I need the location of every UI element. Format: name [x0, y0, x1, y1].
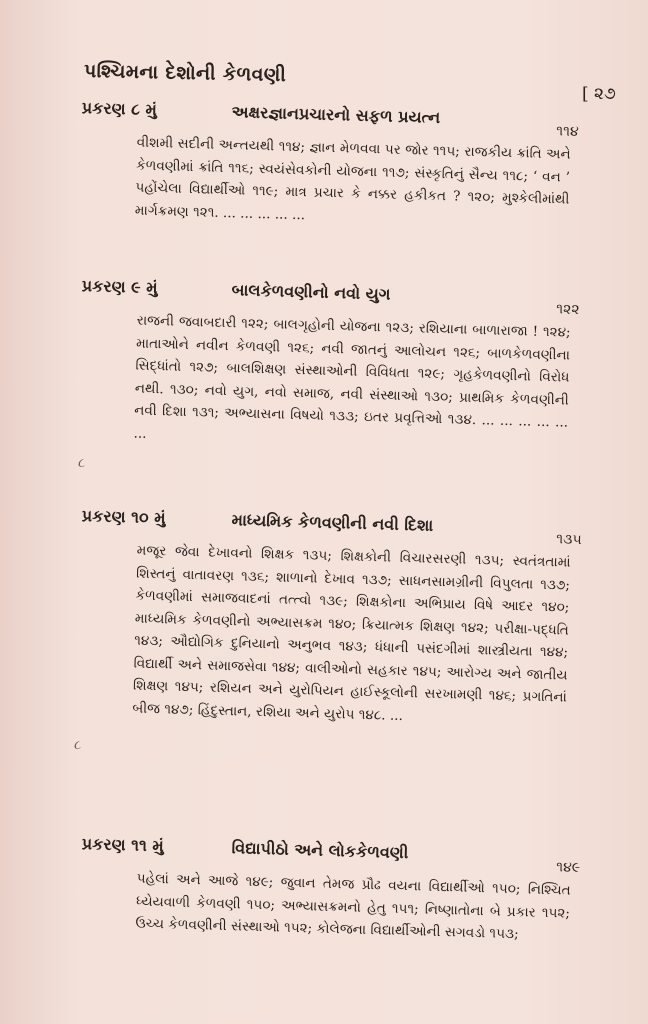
chapter-topics: પહેલાં અને આજે ૧૪૯; જુવાન તેમજ પ્રૌઢ વયના વિદ્યાર્થીઓ ૧૫૦; નિશ્ચિત ધ્યેયવાળી કેળવણી ૧૫૦; અભ્યાસક્રમનો હેતુ ૧૫૧; નિષ્ણાતોના બે પ્રકાર ૧૫૨; ઉચ્ચ કેળવણીની સંસ્થાઓ ૧૫૨; કોલેજના વિદ્યાર્થીઓની સગવડો ૧૫૩;: [135, 870, 571, 943]
chapter-title: વિદ્યાપીઠો અને લોકકેળવણી: [231, 838, 409, 863]
chapter-topics: મજૂર જેવા દેખાવનો શિક્ષક ૧૩૫; શિક્ષકોની વિચારસરણી ૧૩૫; સ્વતંત્રતામાં શિસ્તનું વાતાવરણ ૧૩૬; શાળાનો દેખાવ ૧૩૭; સાધનસામગ્રીની વિપુલતા ૧૩૭; કેળવણીમાં સમાજવાદનાં તત્ત્વો ૧૩૯; શિક્ષકોના અભિપ્રાય વિષે આદર ૧૪૦; માધ્યમિક કેળવણીનો અભ્યાસક્રમ ૧૪૦; ક્રિયાત્મક શિક્ષણ ૧૪૨; પરીક્ષા-પદ્ધતિ ૧૪૩; ઔદ્યોગિક દુનિયાનો અનુભવ ૧૪૩; ધંધાની પસંદગીમાં શાસ્ત્રીયતા ૧૪૪; વિદ્યાર્થી અને સમાજસેવા ૧૪૪; વાલીઓનો સહકાર ૧૪૫; આરોગ્ય અને જાતીય શિક્ષણ ૧૪૫; રશિયન અને યુરોપિયન હાઈસ્કૂલોની સરખામણી ૧૪૬; પ્રગતિનાં બીજ ૧૪૭; હિંદુસ્તાન, રશિયા અને યુરોપ ૧૪૮. ...: [132, 542, 571, 724]
chapter-number: પ્રકરણ ૮ મું: [81, 98, 158, 120]
chapter-title: અક્ષરજ્ઞાનપ્રચારનો સફળ પ્રયત્ન: [231, 102, 441, 128]
chapter-number: પ્રકરણ ૧૧ મું: [81, 834, 164, 856]
chapter-entry: [79, 98, 579, 234]
page-number: [ ૨૭: [582, 84, 616, 104]
margin-pencil-mark: ૮: [74, 738, 82, 753]
running-title: પશ્ચિમના દેશોની કેળવણી: [83, 59, 287, 87]
chapter-title: બાલકેળવણીનો નવો યુગ: [231, 280, 391, 304]
chapter-entry: [77, 276, 580, 457]
chapter-number: પ્રકરણ ૯ મું: [81, 276, 158, 298]
chapter-page-ref: ૧૩૫: [556, 531, 582, 548]
chapter-topics: વીશમી સદીની અન્તયથી ૧૧૪; જ્ઞાન મેળવવા પર જોર ૧૧૫; રાજકીય ક્રાંતિ અને કેળવણીમાં ક્રાંતિ ૧૧૬; સ્વયંસેવકોની યોજના ૧૧૭; સંસ્કૃતિનું સૈન્ય ૧૧૮; ‘ વન ’ પહોંચેલા વિદ્યાર્થીઓ ૧૧૯; માત્ર પ્રચાર કે નક્કર હકીકત ? ૧૨૦; મુશ્કેલીમાંથી માર્ગક્રમણ ૧૨૧. ... ... ... ... ...: [134, 134, 571, 223]
chapter-number: પ્રકરણ ૧૦ મું: [81, 506, 166, 528]
chapter-page-ref: ૧૧૪: [556, 123, 579, 140]
chapter-entry: [79, 834, 581, 947]
chapter-page-ref: ૧૪૯: [556, 859, 581, 876]
margin-pencil-mark: ૮: [78, 456, 86, 471]
chapter-title: માધ્યમિક કેળવણીની નવી દિશા: [231, 510, 434, 535]
chapter-topics: રાજની જવાબદારી ૧૨૨; બાલગૃહોની યોજના ૧૨૩; રશિયાના બાળારાજા ! ૧૨૪; માતાઓને નવીન કેળવણી ૧૨૬; નવી જાતનું આલોચન ૧૨૬; બાળકેળવણીના સિદ્ધાંતો ૧૨૭; બાલશિક્ષણ સંસ્થાઓની વિવિધતા ૧૨૯; ગૃહકેળવણીનો વિરોધ નથી. ૧૩૦; નવો યુગ, નવો સમાજ, નવી સંસ્થાઓ ૧૩૦; પ્રાથમિક કેળવણીની નવી દિશા ૧૩૧; અભ્યાસના વિષયો ૧૩૩; ઇતર પ્રવૃત્તિઓ ૧૩૪. ... ... ... ... ... ...: [133, 312, 571, 442]
chapter-entry: [76, 506, 582, 732]
chapter-page-ref: ૧૨૨: [556, 301, 580, 318]
